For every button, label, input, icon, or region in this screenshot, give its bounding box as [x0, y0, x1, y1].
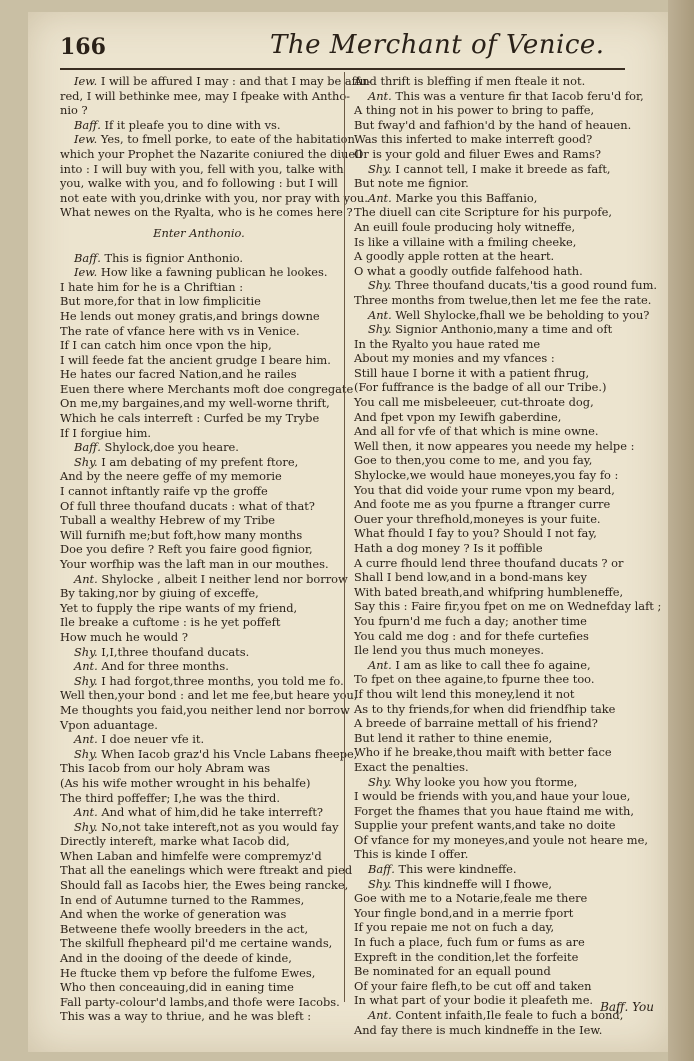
verse-line: And thrift is bleffing if men fteale it not.	[354, 74, 586, 88]
speaker-name: Iew.	[74, 74, 98, 88]
verse-line: A thing not in his power to bring to paffe,	[354, 103, 595, 118]
verse-text: I had forgot,three months, you told me fo.	[97, 673, 344, 688]
verse-text: I am debating of my prefent ftore,	[97, 454, 299, 469]
page-edge	[668, 0, 694, 1061]
verse-text: I doe neuer vfe it.	[97, 732, 205, 747]
speech-line	[60, 455, 338, 470]
verse-line: O what a goodly outfide falfehood hath.	[354, 263, 583, 278]
verse-line: red, I will bethinke mee, may I fpeake with Antho-	[60, 88, 351, 103]
verse-line: Goe to then,you come to me, and you fay,	[354, 453, 593, 468]
verse-line: And foote me as you fpurne a ftranger curre	[354, 497, 611, 512]
running-title: The Merchant of Venice.	[270, 30, 605, 60]
verse-line: In fuch a place, fuch fum or fums as are	[354, 935, 585, 950]
verse-line: Goe with me to a Notarie,feale me there	[354, 891, 588, 906]
speaker-name: Ant.	[74, 732, 98, 747]
verse-line: This was a way to thriue, and he was bleft :	[60, 1009, 312, 1024]
verse-line: When Laban and himfelfe were compremyz'd	[60, 848, 322, 863]
speech-line	[354, 775, 629, 790]
verse-line: And by the neere geffe of my memorie	[60, 469, 282, 484]
speaker-name: Shy.	[368, 876, 392, 891]
verse-line: Is like a villaine with a fmiling cheeke,	[354, 234, 577, 249]
speech-line	[354, 162, 629, 177]
verse-line: But lend it rather to thine enemie,	[354, 730, 553, 745]
verse-text: If it pleafe you to dine with vs.	[100, 117, 281, 132]
verse-line: I will feede fat the ancient grudge I beare him.	[60, 352, 331, 367]
speech-line	[354, 307, 650, 323]
speech-line	[60, 251, 338, 266]
verse-line: Well then,your bond : and let me fee,but heare you,	[60, 688, 358, 703]
speaker-name: Baff.	[368, 862, 395, 877]
speaker-name: Shy.	[74, 819, 98, 834]
speech-line	[60, 440, 338, 455]
speech-line	[354, 88, 644, 104]
page-header	[60, 30, 625, 70]
speech-line	[60, 74, 371, 89]
verse-line: Supplie your prefent wants,and take no doite	[354, 818, 616, 833]
verse-line: (For fuffrance is the badge of all our Tribe.)	[354, 380, 607, 395]
verse-line: Your fingle bond,and in a merrie fport	[354, 905, 574, 920]
speech-line	[60, 645, 338, 660]
column-divider	[344, 72, 345, 1002]
speaker-name: Ant.	[74, 571, 98, 586]
speaker-name: Shy.	[368, 161, 392, 176]
verse-line: not eate with you,drinke with you, nor pray with you.	[60, 190, 368, 205]
speech-line	[354, 658, 629, 673]
verse-text: And what of him,did he take interreft?	[97, 805, 324, 820]
speech-line	[60, 132, 355, 147]
speech-line	[60, 673, 344, 689]
verse-line: This is kinde I offer.	[354, 847, 469, 862]
speaker-name: Shy.	[74, 746, 98, 761]
verse-text: Shylocke , albeit I neither lend nor borrow	[97, 571, 348, 586]
verse-line: I would be friends with you,and haue your loue,	[354, 789, 631, 804]
verse-line: Euen there where Merchants moft doe congregate	[60, 381, 354, 396]
stage-direction: Enter Anthonio.	[153, 225, 245, 240]
right-column	[354, 74, 662, 1037]
verse-line: Forget the fhames that you haue ftaind me with,	[354, 803, 634, 818]
verse-text: How like a fawning publican he lookes.	[97, 265, 328, 280]
verse-line: (As his wife mother wrought in his behalfe)	[60, 775, 311, 790]
verse-line: To fpet on thee againe,to fpurne thee too.	[354, 672, 595, 687]
verse-text: And for three months.	[97, 659, 229, 674]
verse-text: No,not take intereft,not as you would fay	[97, 819, 339, 834]
verse-text: Content infaith,Ile feale to fuch a bond,	[391, 1008, 624, 1022]
speech-line	[60, 746, 358, 762]
verse-line: Me thoughts you faid,you neither lend nor borrow	[60, 702, 350, 717]
verse-text: I,I,three thoufand ducats.	[97, 644, 250, 659]
speaker-name: Baff.	[74, 117, 101, 132]
verse-line: He hates our facred Nation,and he railes	[60, 367, 297, 382]
verse-line: Yet to fupply the ripe wants of my friend,	[60, 600, 298, 615]
verse-text: Yes, to fmell porke, to eate of the habitation	[97, 132, 355, 147]
verse-text: This was a venture fir that Iacob feru'd for,	[391, 88, 644, 103]
left-column	[60, 74, 371, 1024]
verse-line: But fway'd and fafhion'd by the hand of heauen.	[354, 117, 632, 132]
speech-line	[60, 118, 338, 133]
verse-text: Three thoufand ducats,'tis a good round fum.	[391, 278, 658, 293]
verse-text: Shylock,doe you heare.	[100, 440, 239, 455]
verse-line: A curre fhould lend three thoufand ducats ? or	[354, 555, 624, 570]
verse-line: A goodly apple rotten at the heart.	[354, 249, 555, 264]
speech-line	[354, 322, 629, 337]
verse-line: He ftucke them vp before the fulfome Ewes,	[60, 965, 316, 980]
verse-line: Who then conceauing,did in eaning time	[60, 980, 294, 995]
verse-line: Of vfance for my moneyes,and youle not heare me,	[354, 832, 648, 847]
verse-line: But more,for that in low fimplicitie	[60, 294, 261, 309]
verse-line: If I can catch him once vpon the hip,	[60, 338, 272, 353]
verse-line: Be nominated for an equall pound	[354, 964, 551, 979]
verse-line: If I forgiue him.	[60, 425, 152, 440]
verse-line: Ile breake a cuftome : is he yet poffeft	[60, 615, 281, 630]
verse-text: When Iacob graz'd his Vncle Labans fheepe,	[97, 746, 358, 761]
speaker-name: Ant.	[74, 805, 98, 820]
verse-line: A breede of barraine mettall of his friend?	[354, 716, 598, 731]
verse-line: This Iacob from our holy Abram was	[60, 761, 271, 776]
verse-line: By taking,nor by giuing of exceffe,	[60, 586, 259, 601]
speaker-name: Ant.	[368, 190, 392, 205]
verse-line: Well then, it now appeares you neede my helpe :	[354, 438, 635, 453]
verse-line: Tuball a wealthy Hebrew of my Tribe	[60, 513, 276, 528]
verse-line: And all for vfe of that which is mine owne.	[354, 424, 599, 439]
verse-line: That all the eanelings which were ftreakt and pied	[60, 863, 353, 878]
verse-line: Hath a dog money ? Is it poffible	[354, 541, 543, 555]
verse-line: In the Ryalto you haue rated me	[354, 336, 541, 351]
verse-line: As to thy friends,for when did friendfhip take	[354, 701, 616, 716]
verse-line: He lends out money gratis,and brings downe	[60, 308, 320, 323]
verse-text: This kindneffe will I fhowe,	[391, 876, 552, 891]
verse-line: I hate him for he is a Chriftian :	[60, 279, 244, 294]
verse-text: Marke you this Baffanio,	[391, 190, 538, 205]
verse-text: I cannot tell, I make it breede as faft,	[391, 161, 611, 176]
speech-line	[60, 805, 338, 820]
verse-line: Say this : Faire fir,you fpet on me on Wednefday laft ;	[354, 599, 662, 614]
verse-line: The skilfull fhepheard pil'd me certaine wands,	[60, 936, 333, 951]
verse-line: The third poffeffer; I,he was the third.	[60, 790, 280, 805]
verse-line: And in the dooing of the deede of kinde,	[60, 951, 292, 966]
verse-text: This is fignior Anthonio.	[100, 250, 244, 265]
speech-line	[354, 278, 658, 293]
verse-text: This were kindneffe.	[394, 862, 517, 877]
speaker-name: Shy.	[368, 774, 392, 789]
verse-text: I am as like to call thee fo againe,	[391, 657, 591, 672]
verse-line: Should fall as Iacobs hier, the Ewes being rancke,	[60, 878, 349, 893]
verse-line: Shall I bend low,and in a bond-mans key	[354, 570, 587, 585]
page-number: 166	[60, 34, 106, 60]
verse-line: Fall party-colour'd lambs,and thofe were Iacobs.	[60, 994, 340, 1009]
verse-line: What fhould I fay to you? Should I not fay,	[354, 526, 597, 541]
verse-line: Vpon aduantage.	[60, 717, 158, 732]
verse-text: Why looke you how you ftorme,	[391, 774, 578, 789]
verse-line: In end of Autumne turned to the Rammes,	[60, 892, 305, 907]
verse-line: Ile lend you thus much moneyes.	[354, 643, 544, 658]
speech-line	[60, 820, 338, 835]
verse-line: Which he cals interreft : Curfed be my Trybe	[60, 411, 320, 426]
verse-line: Your worfhip was the laft man in our mouthes.	[60, 557, 329, 571]
verse-line: Will furnifh me;but foft,how many months	[60, 527, 303, 542]
speech-line	[354, 1008, 629, 1023]
speaker-name: Baff.	[74, 250, 101, 265]
verse-line: Exact the penalties.	[354, 759, 469, 774]
verse-line: Who if he breake,thou maift with better face	[354, 745, 612, 760]
speech-line	[60, 571, 348, 587]
verse-line: nio ?	[60, 103, 88, 118]
speaker-name: Ant.	[74, 659, 98, 674]
verse-line: On me,my bargaines,and my well-worne thrift,	[60, 396, 330, 411]
verse-line: Three months from twelue,then let me fee the rate.	[354, 292, 652, 307]
verse-line: Expreft in the condition,let the forfeite	[354, 949, 579, 964]
speaker-name: Ant.	[368, 657, 392, 672]
verse-line: The rate of vfance here with vs in Venice.	[60, 323, 300, 338]
verse-line: Of full three thoufand ducats : what of that?	[60, 498, 315, 513]
verse-line: And fay there is much kindneffe in the Iew.	[354, 1022, 603, 1037]
verse-text: Signior Anthonio,many a time and oft	[391, 322, 613, 337]
verse-line: Shylocke,we would haue moneyes,you fay fo :	[354, 468, 619, 483]
verse-line: And when the worke of generation was	[60, 907, 287, 922]
verse-line: Or is your gold and filuer Ewes and Rams?	[354, 146, 602, 161]
header-rule	[60, 68, 625, 70]
verse-line: Of your faire flefh,to be cut off and taken	[354, 978, 592, 993]
speech-line	[354, 877, 629, 892]
verse-line: You call me misbeleeuer, cut-throate dog,	[354, 395, 594, 410]
speech-line	[354, 191, 629, 206]
speech-line	[60, 265, 338, 280]
verse-line: Betweene thefe woolly breeders in the act,	[60, 921, 309, 936]
verse-line: If thou wilt lend this money,lend it not	[354, 686, 575, 701]
verse-line: What newes on the Ryalta, who is he comes here ?	[60, 205, 353, 220]
verse-line: In what part of your bodie it pleafeth me.	[354, 993, 594, 1008]
verse-line: Directly intereft, marke what Iacob did,	[60, 834, 290, 849]
verse-line: How much he would ?	[60, 629, 188, 644]
speaker-name: Iew.	[74, 265, 98, 280]
verse-text: Well Shylocke,fhall we be beholding to you?	[391, 307, 650, 322]
verse-line: The diuell can cite Scripture for his purpofe,	[354, 205, 612, 220]
verse-line: Still haue I borne it with a patient fhrug,	[354, 365, 590, 380]
verse-line: About my monies and my vfances :	[354, 351, 555, 366]
speaker-name: Shy.	[74, 454, 98, 469]
speech-line	[60, 659, 338, 674]
verse-line: You that did voide your rume vpon my beard,	[354, 482, 615, 497]
verse-line: You fpurn'd me fuch a day; another time	[354, 613, 587, 628]
verse-line: I cannot inftantly raife vp the groffe	[60, 484, 268, 499]
speaker-name: Ant.	[368, 88, 392, 103]
speaker-name: Shy.	[368, 322, 392, 337]
verse-line: Ouer your threfhold,moneyes is your fuite.	[354, 511, 601, 526]
speech-line	[60, 732, 338, 747]
verse-line: into : I will buy with you, fell with you, talke with	[60, 161, 344, 176]
verse-line: With bated breath,and whifpring humbleneffe,	[354, 584, 624, 599]
verse-line: But note me fignior.	[354, 176, 469, 191]
speech-line	[354, 862, 629, 877]
verse-line: which your Prophet the Nazarite coniured the diuell	[60, 146, 363, 161]
verse-line: you, walke with you, and fo following : but I will	[60, 176, 338, 191]
verse-text: I will be affured I may : and that I may be affu-	[97, 74, 371, 88]
speaker-name: Shy.	[368, 278, 392, 293]
speaker-name: Ant.	[368, 1008, 392, 1022]
verse-line: And fpet vpon my Iewifh gaberdine,	[354, 409, 562, 424]
speaker-name: Shy.	[74, 644, 98, 659]
speaker-name: Baff.	[74, 440, 101, 455]
speaker-name: Ant.	[368, 307, 392, 322]
speaker-name: Iew.	[74, 132, 98, 147]
verse-line: If you repaie me not on fuch a day,	[354, 920, 555, 935]
verse-line: Doe you defire ? Reft you faire good fignior,	[60, 542, 313, 557]
catchword: Baff. You	[600, 1000, 654, 1014]
verse-line: You cald me dog : and for thefe curtefies	[354, 628, 589, 643]
speaker-name: Shy.	[74, 673, 98, 688]
verse-line: An euill foule producing holy witneffe,	[354, 219, 576, 234]
verse-line: Was this inferted to make interreft good?	[354, 132, 593, 147]
